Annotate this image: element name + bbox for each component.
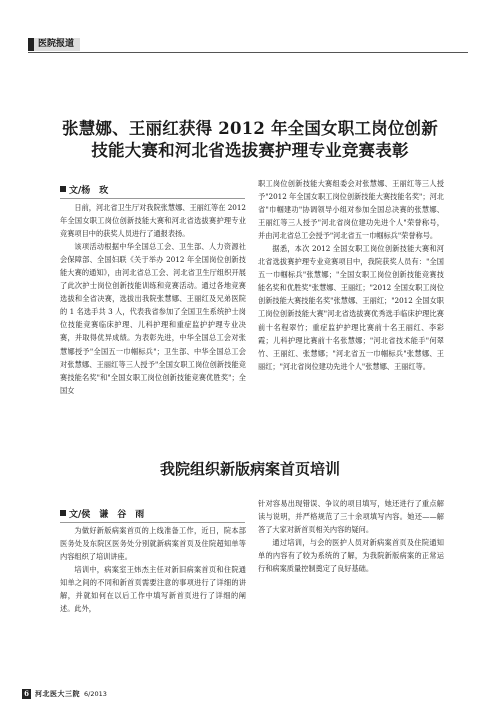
article1-right-column: [258, 177, 444, 373]
article1-byline-text: 文/杨 玫: [69, 186, 109, 196]
article2-byline-text: 文/侯 谦 谷 雨: [69, 510, 145, 520]
article2-left-column: [60, 524, 246, 615]
article1-paragraph: 该项活动根据中华全国总工会、卫生部、人力资源社会保障部、全国妇联《关于举办 2012 年全国岗位创新技能大赛的通知》，由河北省总工会、河北省卫生厅组织开展了此次护士岗位创新技能训练和竞赛活动。通过各地竞赛选拔和全省决赛，选拔出我院张慧娜、王丽红及兄弟医院的 1 名选手共 3 人，代表我省参加了全国卫生系统护士岗位技能竞赛临床护理、儿科护理和重症监护护理专业决赛，并取得优异成绩。为表彰先进，中华全国总工会对张慧娜授予"全国五一巾帼标兵"；卫生部、中华全国总工会对张慧娜、王丽红等三人授予"全国女职工岗位创新技能竞赛技能名奖"和"全国女职工岗位创新技能竞赛优胜奖"；全国女: [60, 242, 246, 395]
page-number: 6: [22, 689, 31, 699]
article2-paragraph: 为做好新版病案首页的上线准备工作，近日，院本部医务处及东院区医务处分别就新病案首页及住院超知单等内容组织了培训讲座。: [60, 526, 246, 562]
article2-title: 我院组织新版病案首页培训: [159, 460, 340, 478]
article2-paragraph: 通过培训，与会的医护人员对新病案首页及住院通知单的内容有了较为系统的了解，为我院新版病案的正常运行和病案质量控制奠定了良好基础。: [258, 538, 444, 574]
journal-name: 河北医大三院: [35, 690, 80, 698]
article2-paragraph: 针对容易出现错误、争议的项目填写，她还进行了重点解读与说明，并严格规范了三十余项填写内容。她还——解答了大家对新首页相关内容的疑问。: [258, 499, 444, 535]
article1-title-line2: 技能大赛和河北省选拔赛护理专业竞赛表彰: [91, 141, 409, 160]
article1-paragraph: 据悉，本次 2012 全国女职工岗位创新技能大赛和河北省选拔赛护理专业竞赛项目中，我院获奖人员有："全国五一巾帼标兵"张慧娜；"全国女职工岗位创新技能竞赛技能名奖和优胜奖"张慧娜、王丽红；"2012 全国女职工岗位创新技能大赛技能名奖"张慧娜、王丽红；"2012 全国女职工岗位创新技能大赛"河北省选拔赛优秀选手临床护理比赛前十名程翠竹；重症监护护理比赛前十名王丽红、李彩霞；儿科护理比赛前十名张慧娜；"河北省技术能手"何翠竹、王丽红、张慧娜；"河北省五一巾帼标兵"张慧娜、王丽红；"河北省岗位建功先进个人"张慧娜、王丽红等。: [258, 244, 444, 371]
page-footer: [22, 689, 107, 699]
article1-left-column: [60, 201, 246, 397]
article1-byline-rule: [60, 198, 245, 199]
section-header-bar: [28, 38, 468, 53]
article2-byline-rule: [60, 522, 245, 523]
article1-byline: [60, 185, 108, 197]
section-label: 医院报道: [28, 38, 80, 51]
article1-paragraph: 日前，河北省卫生厅对我院张慧娜、王丽红等在 2012 年全国女职工岗位创新技能大赛和河北省选拔赛护理专业竞赛项目中的获奖人员进行了通报表扬。: [60, 203, 246, 239]
issue-number: 6/2013: [84, 690, 107, 698]
article1-paragraph: 职工岗位创新技能大赛组委会对张慧娜、王丽红等三人授予"2012 年全国女职工岗位创新技能大赛技能名奖"；河北省"巾帼建功"协调领导小组对参加全国总决赛的张慧娜、王丽红等三人授予"河北省岗位建功先进个人"荣誉称号，并由河北省总工会授予"河北省五一巾帼标兵"荣誉称号。: [258, 179, 444, 241]
article1-title-line1: 张慧娜、王丽红获得 2012 年全国女职工岗位创新: [62, 119, 438, 138]
byline-square-icon: [60, 186, 66, 192]
article2-paragraph: 培训中，病案室王炜杰主任对新旧病案首页和住院通知单之间的不同和新首页需要注意的事项进行了详细的讲解，并就如何在以后工作中填写新首页进行了详细的阐述。此外，: [60, 565, 246, 614]
byline-square-icon: [60, 510, 66, 516]
article2-byline: [60, 509, 144, 521]
article2-right-column: [258, 497, 444, 575]
